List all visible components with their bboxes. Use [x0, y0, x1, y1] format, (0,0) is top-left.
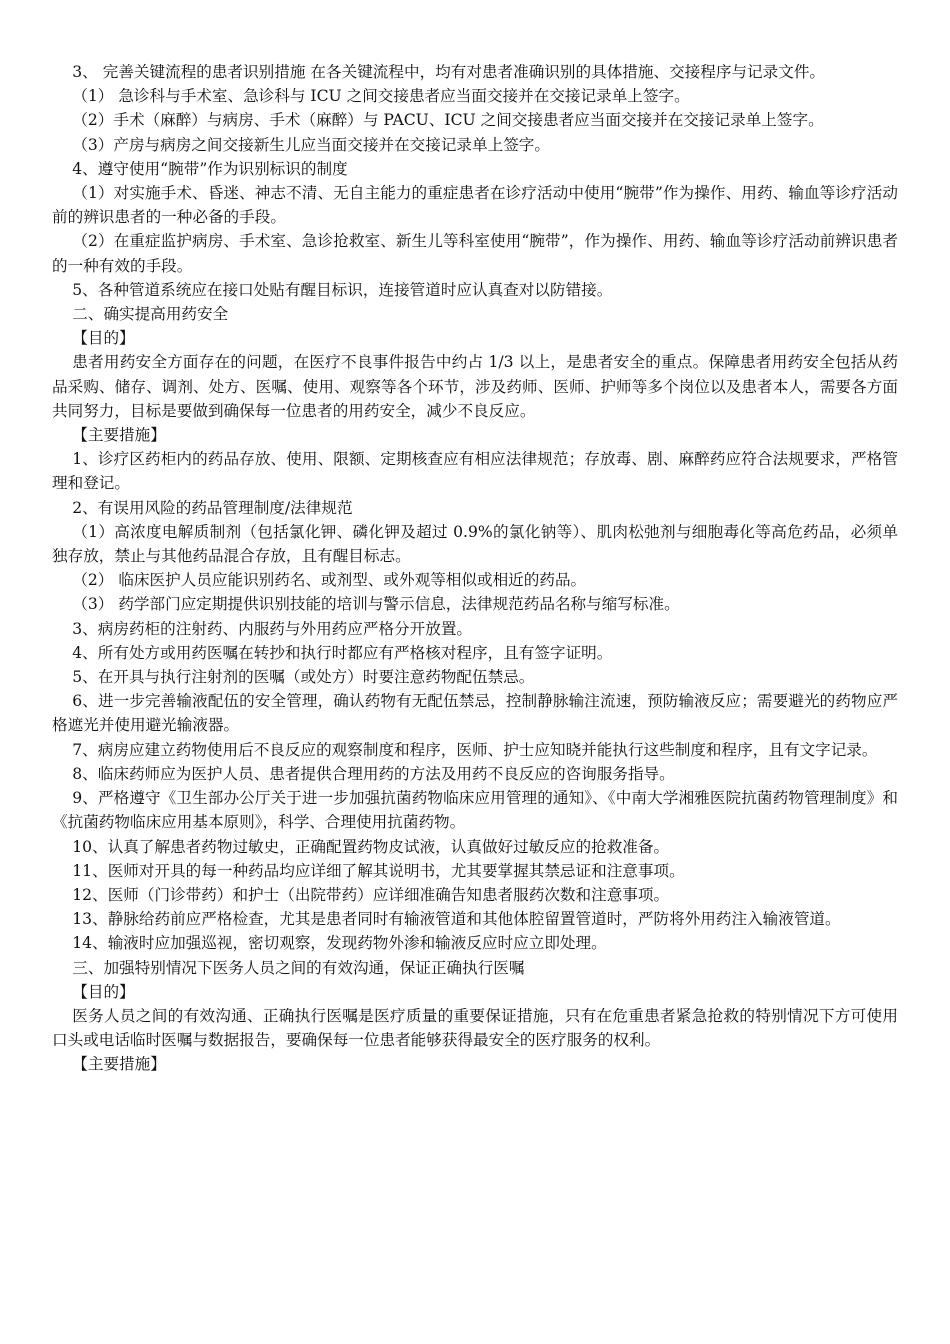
paragraph: 6、进一步完善输液配伍的安全管理，确认药物有无配伍禁忌，控制静脉输注流速，预防输液反应；需要避光的药物应严格遮光并使用避光输液器。	[52, 692, 898, 735]
paragraph: （2）在重症监护病房、手术室、急诊抢救室、新生儿等科室使用“腕带”，作为操作、用药、输血等诊疗活动前辨识患者的一种有效的手段。	[52, 232, 898, 275]
paragraph: 13、静脉给药前应严格检查，尤其是患者同时有输液管道和其他体腔留置管道时，严防将外用药注入输液管道。	[72, 910, 841, 929]
paragraph: （1） 急诊科与手术室、急诊科与 ICU 之间交接患者应当面交接并在交接记录单上签字。	[72, 87, 690, 106]
paragraph: （1）高浓度电解质制剂（包括氯化钾、磷化钾及超过 0.9%的氯化钠等）、肌肉松弛剂与细胞毒化等高危药品，必须单独存放，禁止与其他药品混合存放，且有醒目标志。	[52, 522, 898, 566]
section-heading: 二、确实提高用药安全	[72, 305, 229, 324]
subheading: 【目的】	[72, 982, 135, 1001]
section-heading: 三、加强特别情况下医务人员之间的有效沟通，保证正确执行医嘱	[72, 958, 525, 977]
paragraph: （3） 药学部门应定期提供识别技能的培训与警示信息，法律规范药品名称与缩写标准。	[72, 595, 680, 614]
paragraph: 1、诊疗区药柜内的药品存放、使用、限额、定期核查应有相应法律规范；存放毒、剧、麻醉药应符合法规要求，严格管理和登记。	[52, 450, 898, 493]
subheading: 【主要措施】	[72, 1055, 166, 1074]
paragraph: 12、医师（门诊带药）和护士（出院带药）应详细准确告知患者服药次数和注意事项。	[72, 885, 670, 904]
paragraph: 3、 完善关键流程的患者识别措施 在各关键流程中，均有对患者准确识别的具体措施、交接程序与记录文件。	[72, 63, 826, 81]
paragraph: 4、遵守使用“腕带”作为识别标识的制度	[72, 159, 348, 178]
subheading: 【主要措施】	[72, 426, 166, 445]
paragraph: 患者用药安全方面存在的问题，在医疗不良事件报告中约占 1/3 以上，是患者安全的重点。保障患者用药安全包括从药品采购、储存、调剂、处方、医嘱、使用、观察等各个环节，涉及药师、医师、护师等多个岗位以及患者本人，需要各方面共同努力，目标是要做到确保每一位患者的用药安全，减少不良反应。	[52, 353, 898, 420]
paragraph: 4、所有处方或用药医嘱在转抄和执行时都应有严格核对程序，且有签字证明。	[72, 643, 613, 662]
paragraph: 14、输液时应加强巡视，密切观察，发现药物外渗和输液反应时应立即处理。	[72, 934, 607, 953]
paragraph: （1）对实施手术、昏迷、神志不清、无自主能力的重症患者在诊疗活动中使用“腕带”作为操作、用药、输血等诊疗活动前的辨识患者的一种必备的手段。	[52, 184, 898, 227]
paragraph: 3、病房药柜的注射药、内服药与外用药应严格分开放置。	[72, 619, 473, 638]
subheading: 【目的】	[72, 329, 135, 348]
paragraph: 8、临床药师应为医护人员、患者提供合理用药的方法及用药不良反应的咨询服务指导。	[72, 764, 675, 783]
paragraph: 11、医师对开具的每一种药品均应详细了解其说明书，尤其要掌握其禁忌证和注意事项。	[72, 861, 685, 880]
paragraph: 5、在开具与执行注射剂的医嘱（或处方）时要注意药物配伍禁忌。	[72, 668, 535, 687]
paragraph: 10、认真了解患者药物过敏史，正确配置药物皮试液，认真做好过敏反应的抢救准备。	[72, 837, 670, 856]
paragraph: （2） 临床医护人员应能识别药名、或剂型、或外观等相似或相近的药品。	[72, 571, 587, 590]
paragraph: 医务人员之间的有效沟通、正确执行医嘱是医疗质量的重要保证措施，只有在危重患者紧急抢救的特别情况下方可使用口头或电话临时医嘱与数据报告，要确保每一位患者能够获得最安全的医疗服务的权利。	[52, 1006, 898, 1050]
paragraph: （2）手术（麻醉）与病房、手术（麻醉）与 PACU、ICU 之间交接患者应当面交接并在交接记录单上签字。	[72, 111, 824, 130]
paragraph: （3）产房与病房之间交接新生儿应当面交接并在交接记录单上签字。	[72, 135, 550, 154]
paragraph: 5、各种管道系统应在接口处贴有醒目标识，连接管道时应认真查对以防错接。	[72, 280, 613, 299]
paragraph: 7、病房应建立药物使用后不良反应的观察制度和程序，医师、护士应知晓并能执行这些制度和程序，且有文字记录。	[72, 740, 878, 759]
paragraph: 2、有误用风险的药品管理制度/法律规范	[72, 498, 353, 517]
paragraph: 9、严格遵守《卫生部办公厅关于进一步加强抗菌药物临床应用管理的通知》、《中南大学湘雅医院抗菌药物管理制度》和《抗菌药物临床应用基本原则》，科学、合理使用抗菌药物。	[52, 789, 898, 832]
